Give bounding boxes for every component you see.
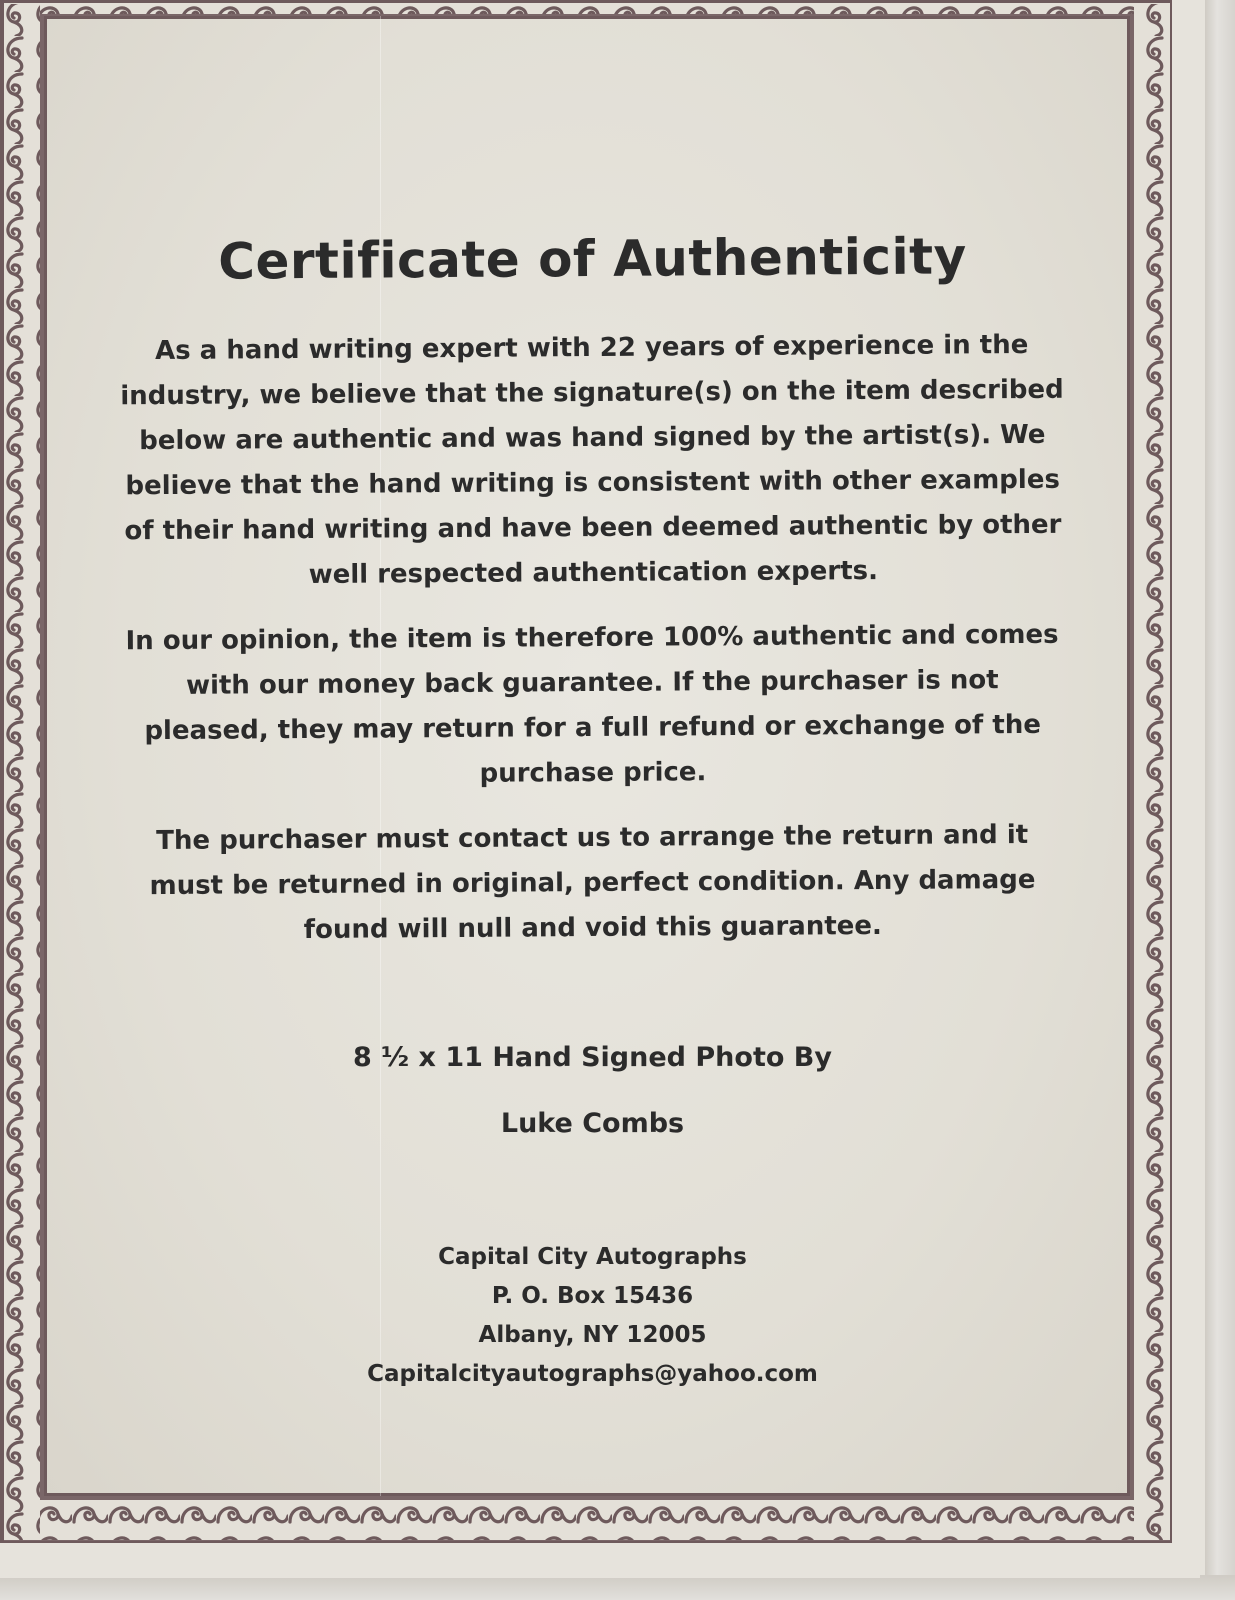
company-city-state-zip: Albany, NY 12005: [478, 1322, 707, 1348]
company-address-block: [120, 1238, 1065, 1394]
certificate-body: [120, 227, 1065, 971]
signer-name: Luke Combs: [500, 1108, 685, 1139]
bottom-strip: [0, 1575, 1235, 1600]
guarantee-paragraph: In our opinion, the item is therefore 100% authentic and comes with our money back guarantee. If the purchaser is not pleased, they may return for a full refund or exchange of the purchase price.: [125, 619, 1059, 789]
return-policy-paragraph: The purchaser must contact us to arrange the return and it must be returned in original, perfect condition. Any damage found will null and void this guarantee.: [149, 819, 1036, 946]
expert-statement-paragraph: As a hand writing expert with 22 years of experience in the industry, we believe that the signature(s) on the item described below are authentic and was hand signed by the artist(s). We believe that the hand writing is consistent with other examples of their hand writing and have been deemed authentic by other well respected authentication experts.: [120, 329, 1064, 590]
certificate-title: Certificate of Authenticity: [218, 227, 967, 291]
company-email: Capitalcityautographs@yahoo.com: [367, 1361, 818, 1387]
company-po-box: P. O. Box 15436: [491, 1283, 694, 1309]
page-edge: [1205, 0, 1235, 1600]
company-name: Capital City Autographs: [438, 1244, 747, 1270]
item-description: 8 ½ x 11 Hand Signed Photo By: [353, 1042, 832, 1073]
